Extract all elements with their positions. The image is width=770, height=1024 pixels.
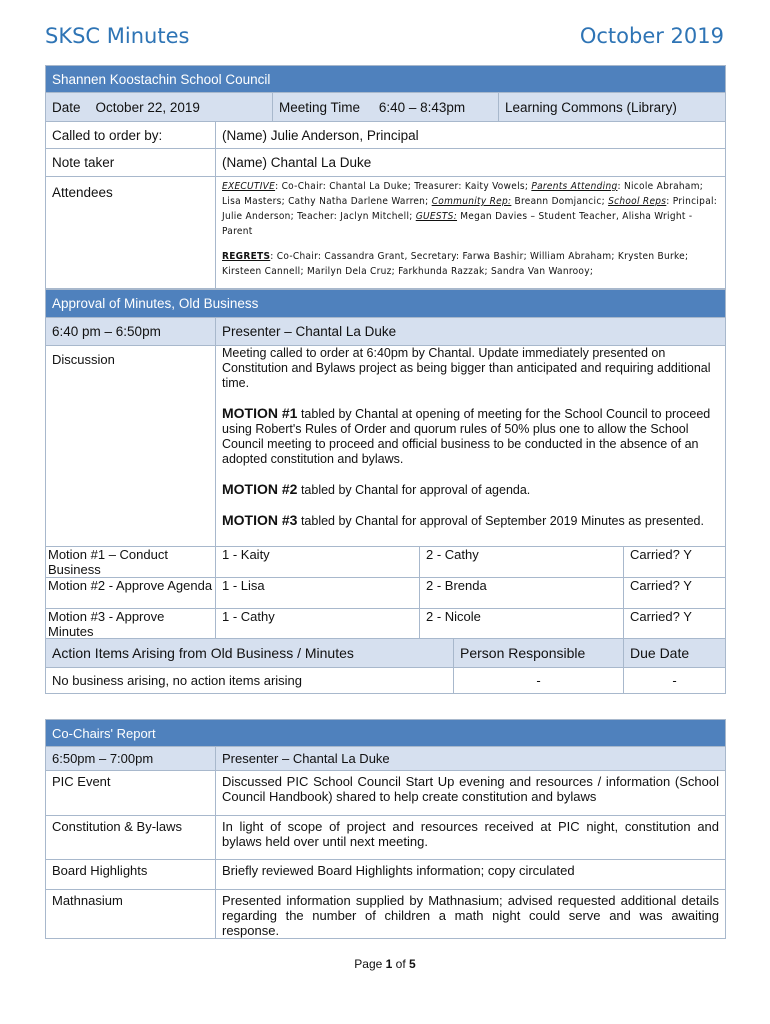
motion-name: Motion #1 – Conduct Business <box>46 547 216 578</box>
meeting-time <box>273 93 499 122</box>
time-value: 6:40 – 8:43pm <box>378 99 466 115</box>
report-text: Briefly reviewed Board Highlights information; copy circulated <box>216 860 726 890</box>
motion-mover: 1 - Kaity <box>216 547 420 578</box>
date-value: October 22, 2019 <box>95 99 200 115</box>
action-item-person: - <box>454 668 624 694</box>
note-taker-value: (Name) Chantal La Duke <box>216 149 726 177</box>
document-month: October 2019 <box>579 24 724 48</box>
motion-2-body: tabled by Chantal for approval of agenda. <box>297 483 531 497</box>
report-row <box>46 771 726 816</box>
executive-label: EXECUTIVE <box>222 181 276 192</box>
motion-result: Carried? Y <box>624 578 726 609</box>
guests-text: Megan Davies – Student Teacher, Alisha Wright - Parent <box>222 211 693 237</box>
motion-result: Carried? Y <box>624 609 726 640</box>
community-text: Breann Domjancic; <box>511 196 609 207</box>
report-row <box>46 816 726 860</box>
motion-1-body: tabled by Chantal at opening of meeting for the School Council to proceed using Robert's Rules of Order and quorum rules of 50% plus one to allow the School Council meeting to proceed and official business to be conducted in the absence of an adopted constitution and bylaws. <box>222 407 711 466</box>
report-row <box>46 890 726 939</box>
report-row <box>46 860 726 890</box>
attendees-list <box>222 179 719 239</box>
executive-text: : Co-Chair: Chantal La Duke; Treasurer: Kaity Vowels; <box>275 181 532 192</box>
cochairs-table <box>45 719 726 939</box>
motion-seconder: 2 - Brenda <box>420 578 624 609</box>
parents-label: Parents Attending <box>531 181 618 192</box>
discussion-intro: Meeting called to order at 6:40pm by Chantal. Update immediately presented on Constitution and Bylaws project as being bigger than anticipated and requiring additional time. <box>222 346 711 390</box>
meeting-date <box>46 93 273 122</box>
motion-1-label: MOTION #1 <box>222 405 298 421</box>
motion-3-text <box>222 513 719 529</box>
meeting-location: Learning Commons (Library) <box>499 93 726 122</box>
motion-mover: 1 - Lisa <box>216 578 420 609</box>
report-label: Mathnasium <box>46 890 216 939</box>
action-items-header: Action Items Arising from Old Business / Minutes <box>46 639 454 668</box>
approval-presenter: Presenter – Chantal La Duke <box>216 318 726 346</box>
page-total: 5 <box>409 957 416 971</box>
approval-time: 6:40 pm – 6:50pm <box>46 318 216 346</box>
called-to-order-label: Called to order by: <box>46 122 216 149</box>
page-current: 1 <box>385 957 393 971</box>
cochairs-title: Co-Chairs' Report <box>46 720 726 747</box>
meeting-details-table <box>45 65 726 289</box>
page-of: of <box>395 957 406 971</box>
discussion-label: Discussion <box>46 346 216 547</box>
action-item-due: - <box>624 668 726 694</box>
action-items-table <box>45 638 726 694</box>
regrets-text: : Co-Chair: Cassandra Grant, Secretary: Farwa Bashir; William Abraham; Krysten Burke; Kirsteen Cannell; Marilyn Dela Cruz; Farkhunda Razzak; Sandra Van Wanrooy; <box>222 251 689 277</box>
motion-row <box>46 547 726 578</box>
motion-seconder: 2 - Cathy <box>420 547 624 578</box>
motion-name: Motion #2 - Approve Agenda <box>46 578 216 609</box>
motion-3-body: tabled by Chantal for approval of September 2019 Minutes as presented. <box>297 514 704 528</box>
report-text: Discussed PIC School Council Start Up evening and resources / information (School Council Handbook) shared to help create constitution and bylaws <box>216 771 726 816</box>
document-title: SKSC Minutes <box>45 24 190 48</box>
motion-row <box>46 578 726 609</box>
motion-2-text <box>222 482 719 498</box>
council-name: Shannen Koostachin School Council <box>46 66 726 93</box>
note-taker-label: Note taker <box>46 149 216 177</box>
parents-text: : Nicole Abraham; Lisa Masters; Cathy Natha Darlene Warren; <box>222 181 704 207</box>
motion-3-label: MOTION #3 <box>222 512 298 528</box>
report-text: Presented information supplied by Mathnasium; advised requested additional details regarding the number of children a math night could serve and was awaiting response. <box>216 890 726 939</box>
motion-name: Motion #3 - Approve Minutes <box>46 609 216 640</box>
approval-table <box>45 289 726 640</box>
community-label: Community Rep: <box>431 196 512 207</box>
motion-1-text <box>222 406 719 467</box>
motion-2-label: MOTION #2 <box>222 481 298 497</box>
cochairs-time: 6:50pm – 7:00pm <box>46 747 216 771</box>
school-reps-text: : Principal: Julie Anderson; Teacher: Jaclyn Mitchell; <box>222 196 718 222</box>
page-number <box>0 957 770 971</box>
page-word: Page <box>354 957 383 971</box>
cochairs-presenter: Presenter – Chantal La Duke <box>216 747 726 771</box>
motion-row <box>46 609 726 640</box>
action-item-text: No business arising, no action items arising <box>46 668 454 694</box>
report-label: PIC Event <box>46 771 216 816</box>
guests-label: GUESTS: <box>415 211 458 222</box>
attendees-value <box>216 177 726 289</box>
motion-result: Carried? Y <box>624 547 726 578</box>
approval-title: Approval of Minutes, Old Business <box>46 290 726 318</box>
regrets-label: REGRETS <box>222 251 271 262</box>
school-reps-label: School Reps <box>608 196 667 207</box>
time-label: Meeting Time <box>279 99 361 115</box>
regrets-list <box>222 249 719 279</box>
due-date-header: Due Date <box>624 639 726 668</box>
report-label: Board Highlights <box>46 860 216 890</box>
motion-seconder: 2 - Nicole <box>420 609 624 640</box>
attendees-label: Attendees <box>46 177 216 289</box>
person-responsible-header: Person Responsible <box>454 639 624 668</box>
discussion-text <box>216 346 726 547</box>
called-to-order-value: (Name) Julie Anderson, Principal <box>216 122 726 149</box>
date-label: Date <box>52 99 81 115</box>
report-text: In light of scope of project and resources received at PIC night, constitution and bylaws held over until next meeting. <box>216 816 726 860</box>
motion-mover: 1 - Cathy <box>216 609 420 640</box>
report-label: Constitution & By-laws <box>46 816 216 860</box>
